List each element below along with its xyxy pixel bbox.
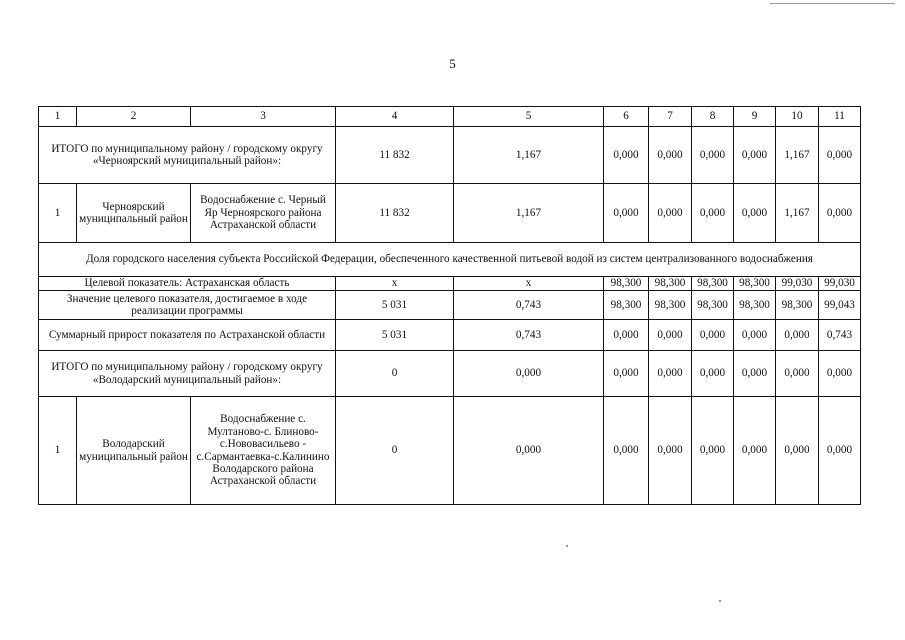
volodar-row: [39, 397, 861, 505]
district-name: Володарский муниципальный район: [77, 397, 191, 505]
value-cell: 11 832: [336, 184, 454, 243]
value-cell: 0,000: [734, 351, 776, 397]
value-cell: 0,000: [604, 127, 649, 184]
value-cell: 98,300: [692, 291, 734, 320]
total-volodar-row: [39, 351, 861, 397]
value-cell: 0,000: [819, 184, 861, 243]
value-cell: 0,743: [454, 291, 604, 320]
value-cell: 0,000: [734, 184, 776, 243]
header-cell: 6: [604, 107, 649, 127]
value-cell: 0,000: [604, 320, 649, 351]
value-cell: х: [336, 277, 454, 291]
value-cell: 5 031: [336, 291, 454, 320]
value-cell: 0,000: [734, 320, 776, 351]
value-cell: 0,743: [454, 320, 604, 351]
value-cell: 0,000: [692, 351, 734, 397]
value-cell: 0,000: [819, 127, 861, 184]
total-label: ИТОГО по муниципальному району / городскому округу «Черноярский муниципальный район»:: [39, 127, 336, 184]
header-cell: 2: [77, 107, 191, 127]
value-cell: 0,000: [819, 351, 861, 397]
value-cell: 98,300: [734, 277, 776, 291]
header-cell: 4: [336, 107, 454, 127]
value-cell: 0,000: [776, 320, 819, 351]
header-cell: 8: [692, 107, 734, 127]
value-cell: 1,167: [454, 184, 604, 243]
value-cell: 5 031: [336, 320, 454, 351]
value-cell: 0,000: [604, 351, 649, 397]
value-cell: 98,300: [776, 291, 819, 320]
district-name: Черноярский муниципальный район: [77, 184, 191, 243]
value-cell: 98,300: [734, 291, 776, 320]
row-number: 1: [39, 397, 77, 505]
value-cell: 98,300: [692, 277, 734, 291]
value-cell: 0,000: [454, 351, 604, 397]
section-title: Доля городского населения субъекта Российской Федерации, обеспеченного качественной питьевой водой из систем централизованного водоснабжения: [39, 243, 861, 277]
project-name: Водоснабжение с. Мултаново-с. Блиново-с.Нововасильево - с.Сармантаевка-с.Калинино Володарского района Астраханской области: [191, 397, 336, 505]
value-cell: 0,000: [649, 351, 692, 397]
page-number: 5: [449, 56, 456, 71]
value-cell: 0,000: [734, 127, 776, 184]
value-cell: 0,000: [649, 184, 692, 243]
header-cell: 7: [649, 107, 692, 127]
header-cell: 5: [454, 107, 604, 127]
project-name: Водоснабжение с. Черный Яр Черноярского района Астраханской области: [191, 184, 336, 243]
value-cell: 1,167: [454, 127, 604, 184]
value-cell: 0,000: [819, 397, 861, 505]
header-cell: 3: [191, 107, 336, 127]
scan-speck: [566, 545, 568, 547]
value-cell: 0,000: [649, 397, 692, 505]
value-cell: 0,000: [692, 127, 734, 184]
indicator-table: [38, 106, 861, 505]
achieved-label: Значение целевого показателя, достигаемое в ходе реализации программы: [39, 291, 336, 320]
value-cell: 0,743: [819, 320, 861, 351]
scan-speck: [719, 600, 721, 602]
increase-row: [39, 320, 861, 351]
value-cell: 0: [336, 397, 454, 505]
value-cell: 98,300: [649, 277, 692, 291]
value-cell: 0,000: [692, 397, 734, 505]
header-cell: 1: [39, 107, 77, 127]
section-title-row: [39, 243, 861, 277]
value-cell: 99,030: [776, 277, 819, 291]
value-cell: 0,000: [649, 127, 692, 184]
header-cell: 10: [776, 107, 819, 127]
value-cell: 0,000: [734, 397, 776, 505]
value-cell: 98,300: [604, 277, 649, 291]
header-row: [39, 107, 861, 127]
achieved-row: [39, 291, 861, 320]
value-cell: 0,000: [604, 397, 649, 505]
scan-mark-top: [770, 3, 895, 4]
value-cell: 0,000: [776, 397, 819, 505]
header-cell: 11: [819, 107, 861, 127]
total-label: ИТОГО по муниципальному району / городскому округу «Володарский муниципальный район»:: [39, 351, 336, 397]
value-cell: х: [454, 277, 604, 291]
value-cell: 0,000: [692, 184, 734, 243]
value-cell: 99,030: [819, 277, 861, 291]
value-cell: 0,000: [604, 184, 649, 243]
value-cell: 0,000: [692, 320, 734, 351]
value-cell: 99,043: [819, 291, 861, 320]
header-cell: 9: [734, 107, 776, 127]
chernoyar-row: [39, 184, 861, 243]
target-row: [39, 277, 861, 291]
total-chernoyar-row: [39, 127, 861, 184]
value-cell: 0: [336, 351, 454, 397]
target-label: Целевой показатель: Астраханская область: [39, 277, 336, 291]
increase-label: Суммарный прирост показателя по Астраханской области: [39, 320, 336, 351]
value-cell: 0,000: [649, 320, 692, 351]
value-cell: 0,000: [776, 351, 819, 397]
value-cell: 1,167: [776, 127, 819, 184]
row-number: 1: [39, 184, 77, 243]
value-cell: 98,300: [649, 291, 692, 320]
value-cell: 1,167: [776, 184, 819, 243]
value-cell: 11 832: [336, 127, 454, 184]
value-cell: 0,000: [454, 397, 604, 505]
value-cell: 98,300: [604, 291, 649, 320]
